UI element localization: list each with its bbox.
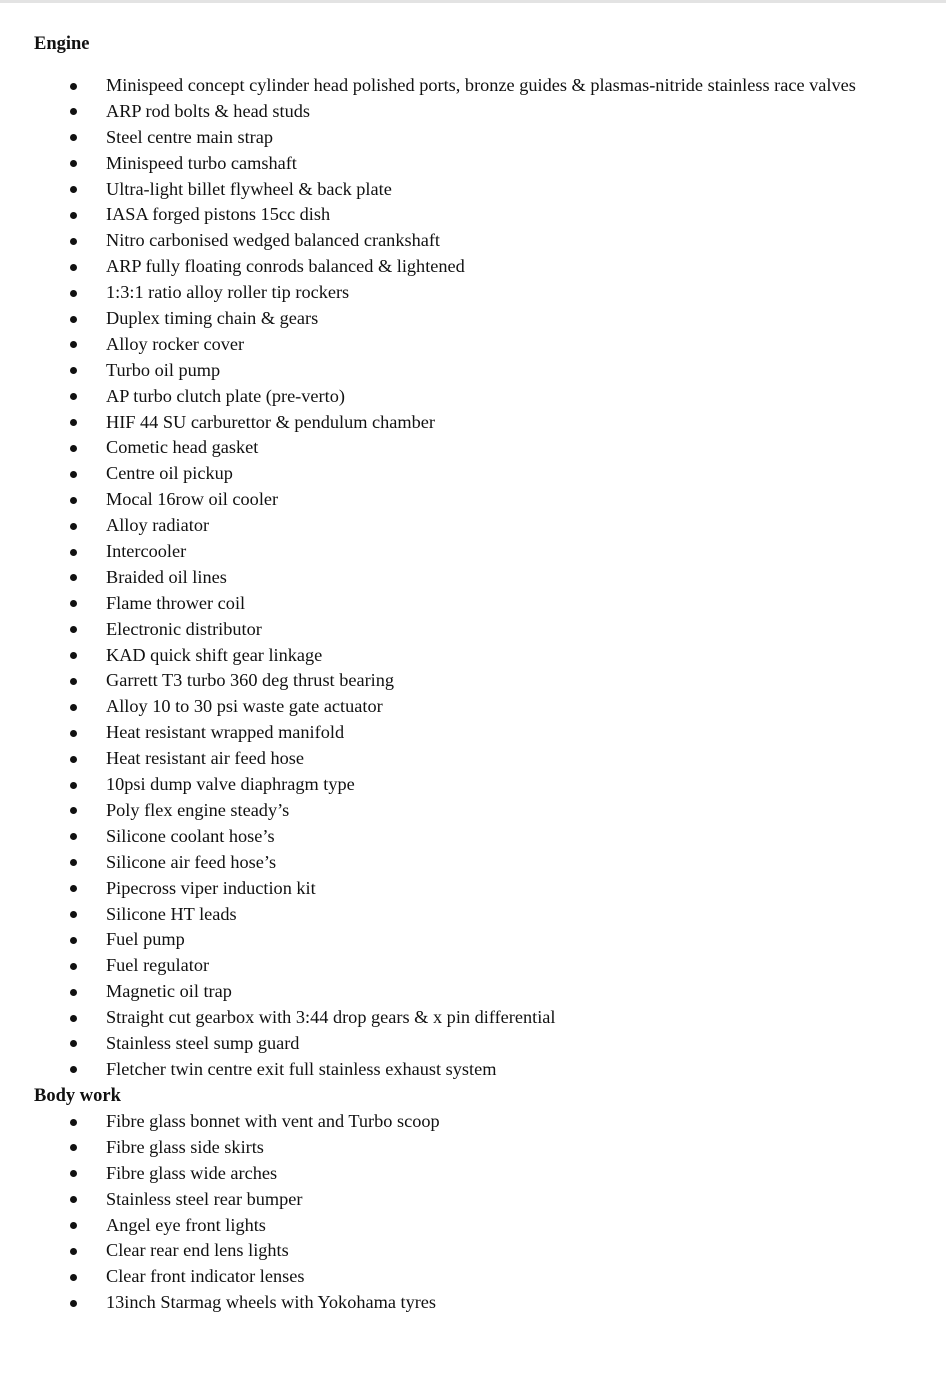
bullet-icon	[70, 367, 77, 374]
list-item-text: Alloy 10 to 30 psi waste gate actuator	[106, 696, 383, 717]
list-item	[0, 824, 946, 850]
list-item	[0, 798, 946, 824]
bullet-icon	[70, 807, 77, 814]
bullet-icon	[70, 393, 77, 400]
list-item-text: Pipecross viper induction kit	[106, 877, 316, 898]
bullet-icon	[70, 756, 77, 763]
body-work-list	[0, 1109, 946, 1316]
bullet-icon	[70, 730, 77, 737]
list-item	[0, 487, 946, 513]
bullet-icon	[70, 833, 77, 840]
list-item-text: Fuel pump	[106, 929, 185, 950]
bullet-icon	[70, 1040, 77, 1047]
list-item-text: Alloy radiator	[106, 515, 210, 536]
list-item-text: 10psi dump valve diaphragm type	[106, 774, 355, 795]
bullet-icon	[70, 549, 77, 556]
list-item	[0, 1005, 946, 1031]
list-item-text: Stainless steel sump guard	[106, 1032, 300, 1053]
list-item	[0, 228, 946, 254]
bullet-icon	[70, 134, 77, 141]
bullet-icon	[70, 264, 77, 271]
bullet-icon	[70, 1119, 77, 1126]
list-item	[0, 565, 946, 591]
bullet-icon	[70, 1066, 77, 1073]
list-item	[0, 1031, 946, 1057]
bullet-icon	[70, 937, 77, 944]
list-item-text: Silicone HT leads	[106, 903, 237, 924]
list-item	[0, 720, 946, 746]
bullet-icon	[70, 471, 77, 478]
list-item	[0, 151, 946, 177]
bullet-icon	[70, 600, 77, 607]
list-item-text: ARP rod bolts & head studs	[106, 100, 310, 121]
list-item	[0, 306, 946, 332]
list-item-text: Intercooler	[106, 541, 187, 562]
list-item	[0, 513, 946, 539]
bullet-icon	[70, 885, 77, 892]
list-item-text: AP turbo clutch plate (pre-verto)	[106, 385, 345, 406]
bullet-icon	[70, 316, 77, 323]
engine-list	[0, 73, 946, 1083]
list-item	[0, 280, 946, 306]
bullet-icon	[70, 523, 77, 530]
list-item	[0, 772, 946, 798]
list-item-text: Silicone air feed hose’s	[106, 851, 277, 872]
bullet-icon	[70, 989, 77, 996]
list-item	[0, 1109, 946, 1135]
bullet-icon	[70, 574, 77, 581]
list-item	[0, 1057, 946, 1083]
bullet-icon	[70, 1170, 77, 1177]
list-item-text: Braided oil lines	[106, 566, 227, 587]
bullet-icon	[70, 911, 77, 918]
section-heading-body-work: Body work	[34, 1086, 121, 1106]
list-item-text: Cometic head gasket	[106, 437, 259, 458]
list-item-text: Silicone coolant hose’s	[106, 825, 275, 846]
bullet-icon	[70, 1274, 77, 1281]
list-item-text: 1:3:1 ratio alloy roller tip rockers	[106, 282, 350, 303]
bullet-icon	[70, 290, 77, 297]
list-item-text: HIF 44 SU carburettor & pendulum chamber	[106, 411, 435, 432]
list-item-text: Heat resistant wrapped manifold	[106, 722, 345, 743]
list-item	[0, 668, 946, 694]
bullet-icon	[70, 1015, 77, 1022]
list-item	[0, 125, 946, 151]
list-item	[0, 332, 946, 358]
list-item-text: Poly flex engine steady’s	[106, 799, 290, 820]
list-item-text: Flame thrower coil	[106, 592, 246, 613]
list-item	[0, 99, 946, 125]
list-item	[0, 1238, 946, 1264]
list-item-text: Garrett T3 turbo 360 deg thrust bearing	[106, 670, 395, 691]
list-item	[0, 850, 946, 876]
list-item	[0, 461, 946, 487]
list-item-text: KAD quick shift gear linkage	[106, 644, 323, 665]
bullet-icon	[70, 445, 77, 452]
bullet-icon	[70, 160, 77, 167]
list-item-text: Magnetic oil trap	[106, 981, 232, 1002]
bullet-icon	[70, 238, 77, 245]
list-item	[0, 902, 946, 928]
list-item	[0, 591, 946, 617]
bullet-icon	[70, 652, 77, 659]
bullet-icon	[70, 704, 77, 711]
list-item-text: Clear front indicator lenses	[106, 1266, 305, 1287]
list-item	[0, 694, 946, 720]
bullet-icon	[70, 1222, 77, 1229]
bullet-icon	[70, 678, 77, 685]
list-item	[0, 643, 946, 669]
list-item-text: ARP fully floating conrods balanced & lightened	[106, 256, 465, 277]
list-item-text: Minispeed concept cylinder head polished ports, bronze guides & plasmas-nitride stainless race valves	[106, 75, 856, 95]
list-item-text: Minispeed turbo camshaft	[106, 152, 297, 173]
bullet-icon	[70, 963, 77, 970]
list-item-text: Straight cut gearbox with 3:44 drop gears & x pin differential	[106, 1007, 556, 1028]
list-item	[0, 435, 946, 461]
bullet-icon	[70, 1144, 77, 1151]
list-item	[0, 254, 946, 280]
list-item-text: Stainless steel rear bumper	[106, 1188, 303, 1209]
list-item	[0, 953, 946, 979]
list-item-text: Turbo oil pump	[106, 359, 221, 380]
list-item	[0, 1161, 946, 1187]
list-item	[0, 1264, 946, 1290]
list-item-text: Alloy rocker cover	[106, 333, 245, 354]
bullet-icon	[70, 782, 77, 789]
list-item-text: Duplex timing chain & gears	[106, 308, 319, 329]
bullet-icon	[70, 212, 77, 219]
list-item	[0, 384, 946, 410]
list-item-text: Fuel regulator	[106, 955, 210, 976]
bullet-icon	[70, 1300, 77, 1307]
list-item	[0, 202, 946, 228]
list-item-text: Angel eye front lights	[106, 1214, 266, 1235]
list-item	[0, 876, 946, 902]
list-item	[0, 539, 946, 565]
list-item	[0, 177, 946, 203]
bullet-icon	[70, 341, 77, 348]
list-item	[0, 617, 946, 643]
list-item	[0, 410, 946, 436]
bullet-icon	[70, 1196, 77, 1203]
section-heading-engine: Engine	[34, 34, 90, 54]
list-item	[0, 979, 946, 1005]
list-item-text: Nitro carbonised wedged balanced crankshaft	[106, 230, 440, 251]
list-item-text: Ultra-light billet flywheel & back plate	[106, 178, 392, 199]
list-item	[0, 358, 946, 384]
list-item	[0, 1135, 946, 1161]
top-divider	[0, 0, 946, 3]
bullet-icon	[70, 626, 77, 633]
list-item-text: Centre oil pickup	[106, 463, 233, 484]
list-item	[0, 746, 946, 772]
bullet-icon	[70, 186, 77, 193]
list-item-text: Fibre glass bonnet with vent and Turbo scoop	[106, 1111, 440, 1131]
list-item-text: Fletcher twin centre exit full stainless exhaust system	[106, 1058, 497, 1079]
bullet-icon	[70, 497, 77, 504]
list-item	[0, 1290, 946, 1316]
list-item-text: IASA forged pistons 15cc dish	[106, 204, 331, 225]
list-item-text: Electronic distributor	[106, 618, 262, 639]
list-item	[0, 1213, 946, 1239]
list-item	[0, 927, 946, 953]
list-item	[0, 1187, 946, 1213]
list-item-text: 13inch Starmag wheels with Yokohama tyres	[106, 1292, 437, 1313]
bullet-icon	[70, 419, 77, 426]
list-item-text: Clear rear end lens lights	[106, 1240, 289, 1261]
list-item-text: Mocal 16row oil cooler	[106, 489, 279, 510]
bullet-icon	[70, 83, 77, 90]
list-item-text: Fibre glass side skirts	[106, 1136, 264, 1157]
list-item-text: Steel centre main strap	[106, 126, 274, 147]
bullet-icon	[70, 108, 77, 115]
list-item	[0, 73, 946, 99]
bullet-icon	[70, 859, 77, 866]
bullet-icon	[70, 1248, 77, 1255]
list-item-text: Heat resistant air feed hose	[106, 748, 304, 769]
list-item-text: Fibre glass wide arches	[106, 1162, 278, 1183]
